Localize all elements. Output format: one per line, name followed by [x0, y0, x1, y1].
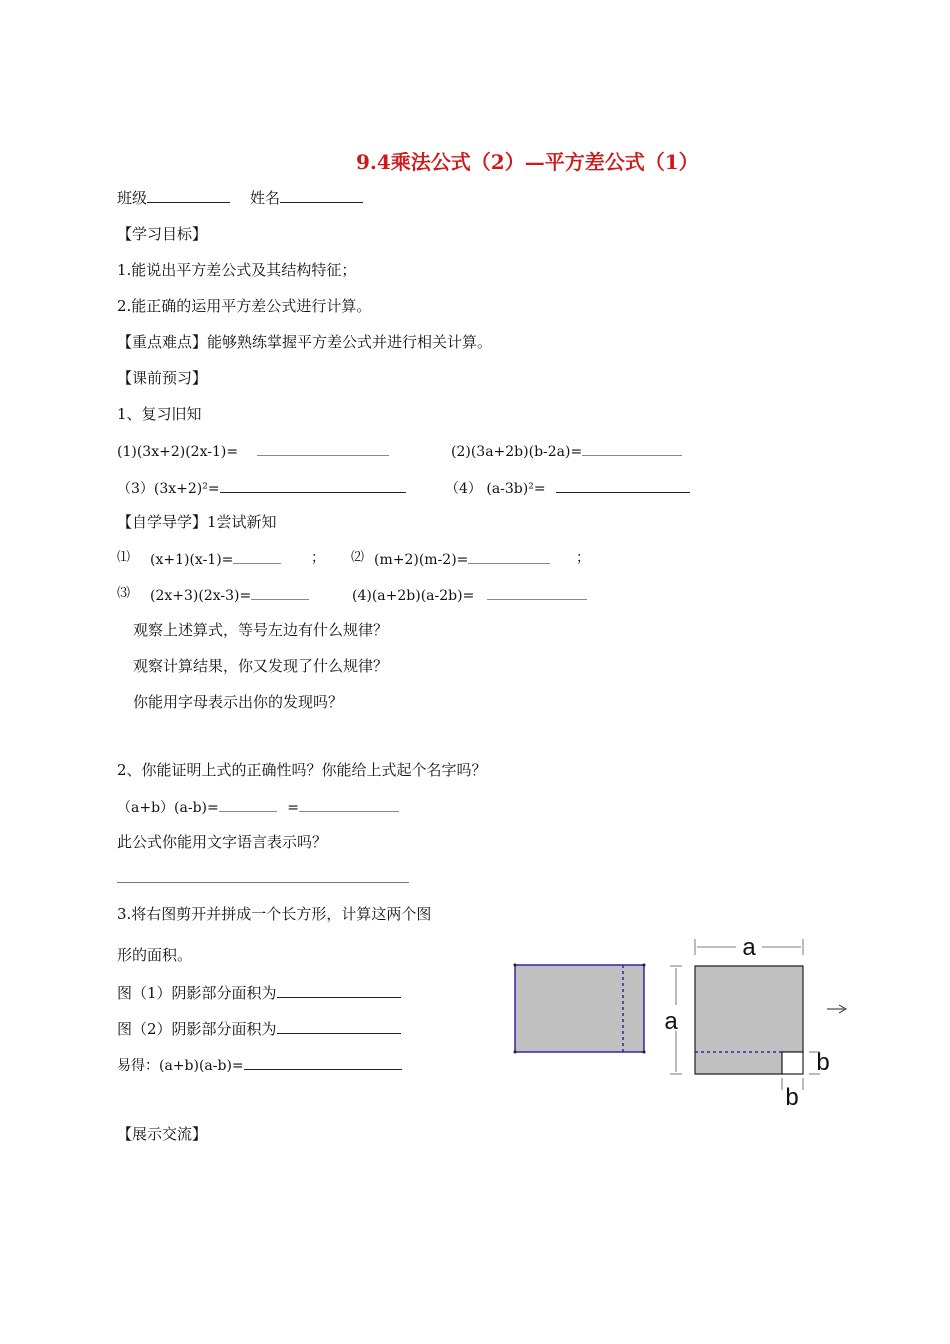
preview-q2 [451, 440, 682, 462]
preview-q1-blank[interactable] [257, 440, 389, 456]
section3-fig1-blank[interactable] [277, 982, 401, 998]
key-points-heading: 【重点难点】 [117, 333, 208, 351]
name-blank[interactable] [280, 187, 363, 203]
page-title: 9.4乘法公式（2）—平方差公式（1） [356, 150, 699, 174]
figure1-rectangle [515, 965, 644, 1052]
self-study-sub: 1尝试新知 [207, 513, 277, 531]
section3-fig2-blank[interactable] [277, 1018, 401, 1034]
section2-question: 2、你能证明上式的正确性吗？你能给上式起个名字吗？ [117, 761, 487, 779]
section2-equals: = [287, 800, 299, 816]
self-study-q3-blank[interactable] [251, 584, 309, 600]
label-a-left: a [664, 1008, 678, 1035]
section3-fig2-text: 图（2）阴影部分面积为 [117, 1020, 277, 1038]
section2-formula-text: （a+b）(a-b)= [117, 800, 219, 816]
class-label: 班级 [117, 189, 148, 207]
self-study-q1-num: ⑴ [117, 550, 131, 565]
section3-result-blank[interactable] [244, 1054, 402, 1070]
self-study-q2 [374, 548, 550, 570]
section2-prompt: 此公式你能用文字语言表示吗？ [117, 833, 328, 851]
preview-sub: 1、复习旧知 [117, 405, 202, 423]
preview-heading: 【课前预习】 [117, 369, 208, 387]
section3-fig1-text: 图（1）阴影部分面积为 [117, 984, 277, 1002]
class-blank[interactable] [147, 187, 230, 203]
self-study-q3 [150, 584, 309, 606]
self-study-heading [117, 512, 277, 532]
key-points [117, 332, 492, 352]
self-study-q2-text: (m+2)(m-2)= [374, 552, 469, 568]
preview-q3-text: （3）(3x+2)²= [117, 481, 220, 497]
name-label: 姓名 [250, 189, 281, 207]
figure2-removed-square [782, 1052, 803, 1074]
section3-line1: 3.将右图剪开并拼成一个长方形，计算这两个图 [117, 905, 432, 923]
goal-item-1: 1.能说出平方差公式及其结构特征； [117, 261, 357, 279]
section3-result [117, 1054, 402, 1076]
section3-fig2 [117, 1018, 401, 1039]
preview-q4 [445, 477, 690, 499]
self-study-q3-num: ⑶ [117, 586, 131, 601]
self-study-q2-blank[interactable] [468, 548, 550, 564]
observe-2: 观察计算结果，你又发现了什么规律？ [133, 657, 389, 675]
self-study-q1-blank[interactable] [233, 548, 281, 564]
self-study-q1 [150, 548, 281, 570]
self-study-heading-text: 【自学导学】 [117, 513, 208, 531]
label-b-right: b [816, 1049, 830, 1076]
section2-formula [117, 796, 399, 818]
section3-result-text: 易得：(a+b)(a-b)= [117, 1058, 244, 1074]
self-study-q4-text: (4)(a+2b)(a-2b)= [352, 588, 475, 604]
self-study-q3-text: (2x+3)(2x-3)= [150, 588, 252, 604]
section2-answer-line[interactable] [117, 882, 409, 883]
section3-fig1 [117, 982, 401, 1003]
semicolon-1: ； [311, 550, 325, 566]
self-study-q4-blank[interactable] [487, 584, 587, 600]
preview-q4-blank[interactable] [556, 477, 690, 493]
preview-q3-blank[interactable] [220, 477, 406, 493]
exchange-heading: 【展示交流】 [117, 1125, 208, 1143]
preview-q3 [117, 477, 406, 499]
goal-item-2: 2.能正确的运用平方差公式进行计算。 [117, 297, 372, 315]
preview-q2-text: (2)(3a+2b)(b-2a)= [451, 444, 583, 460]
label-a-top: a [742, 934, 756, 961]
observe-1: 观察上述算式，等号左边有什么规律？ [133, 621, 389, 639]
observe-3: 你能用字母表示出你的发现吗？ [133, 693, 344, 711]
semicolon-2: ； [576, 550, 590, 566]
preview-q4-text: （4） (a-3b)²= [445, 481, 546, 497]
section2-blank-2[interactable] [299, 796, 399, 812]
self-study-q4 [352, 584, 587, 606]
area-figure [500, 925, 860, 1120]
preview-q2-blank[interactable] [582, 440, 682, 456]
goals-heading: 【学习目标】 [117, 225, 208, 243]
name-field [250, 187, 363, 208]
label-b-bottom: b [785, 1084, 799, 1111]
self-study-q2-num: ⑵ [351, 550, 365, 565]
class-field [117, 187, 230, 208]
preview-q1-text: (1)(3x+2)(2x-1)= [117, 444, 239, 460]
section3-line2: 形的面积。 [117, 946, 193, 964]
section2-blank-1[interactable] [219, 796, 277, 812]
self-study-q1-text: (x+1)(x-1)= [150, 552, 234, 568]
key-points-text: 能够熟练掌握平方差公式并进行相关计算。 [207, 333, 493, 351]
preview-q1 [117, 440, 389, 462]
